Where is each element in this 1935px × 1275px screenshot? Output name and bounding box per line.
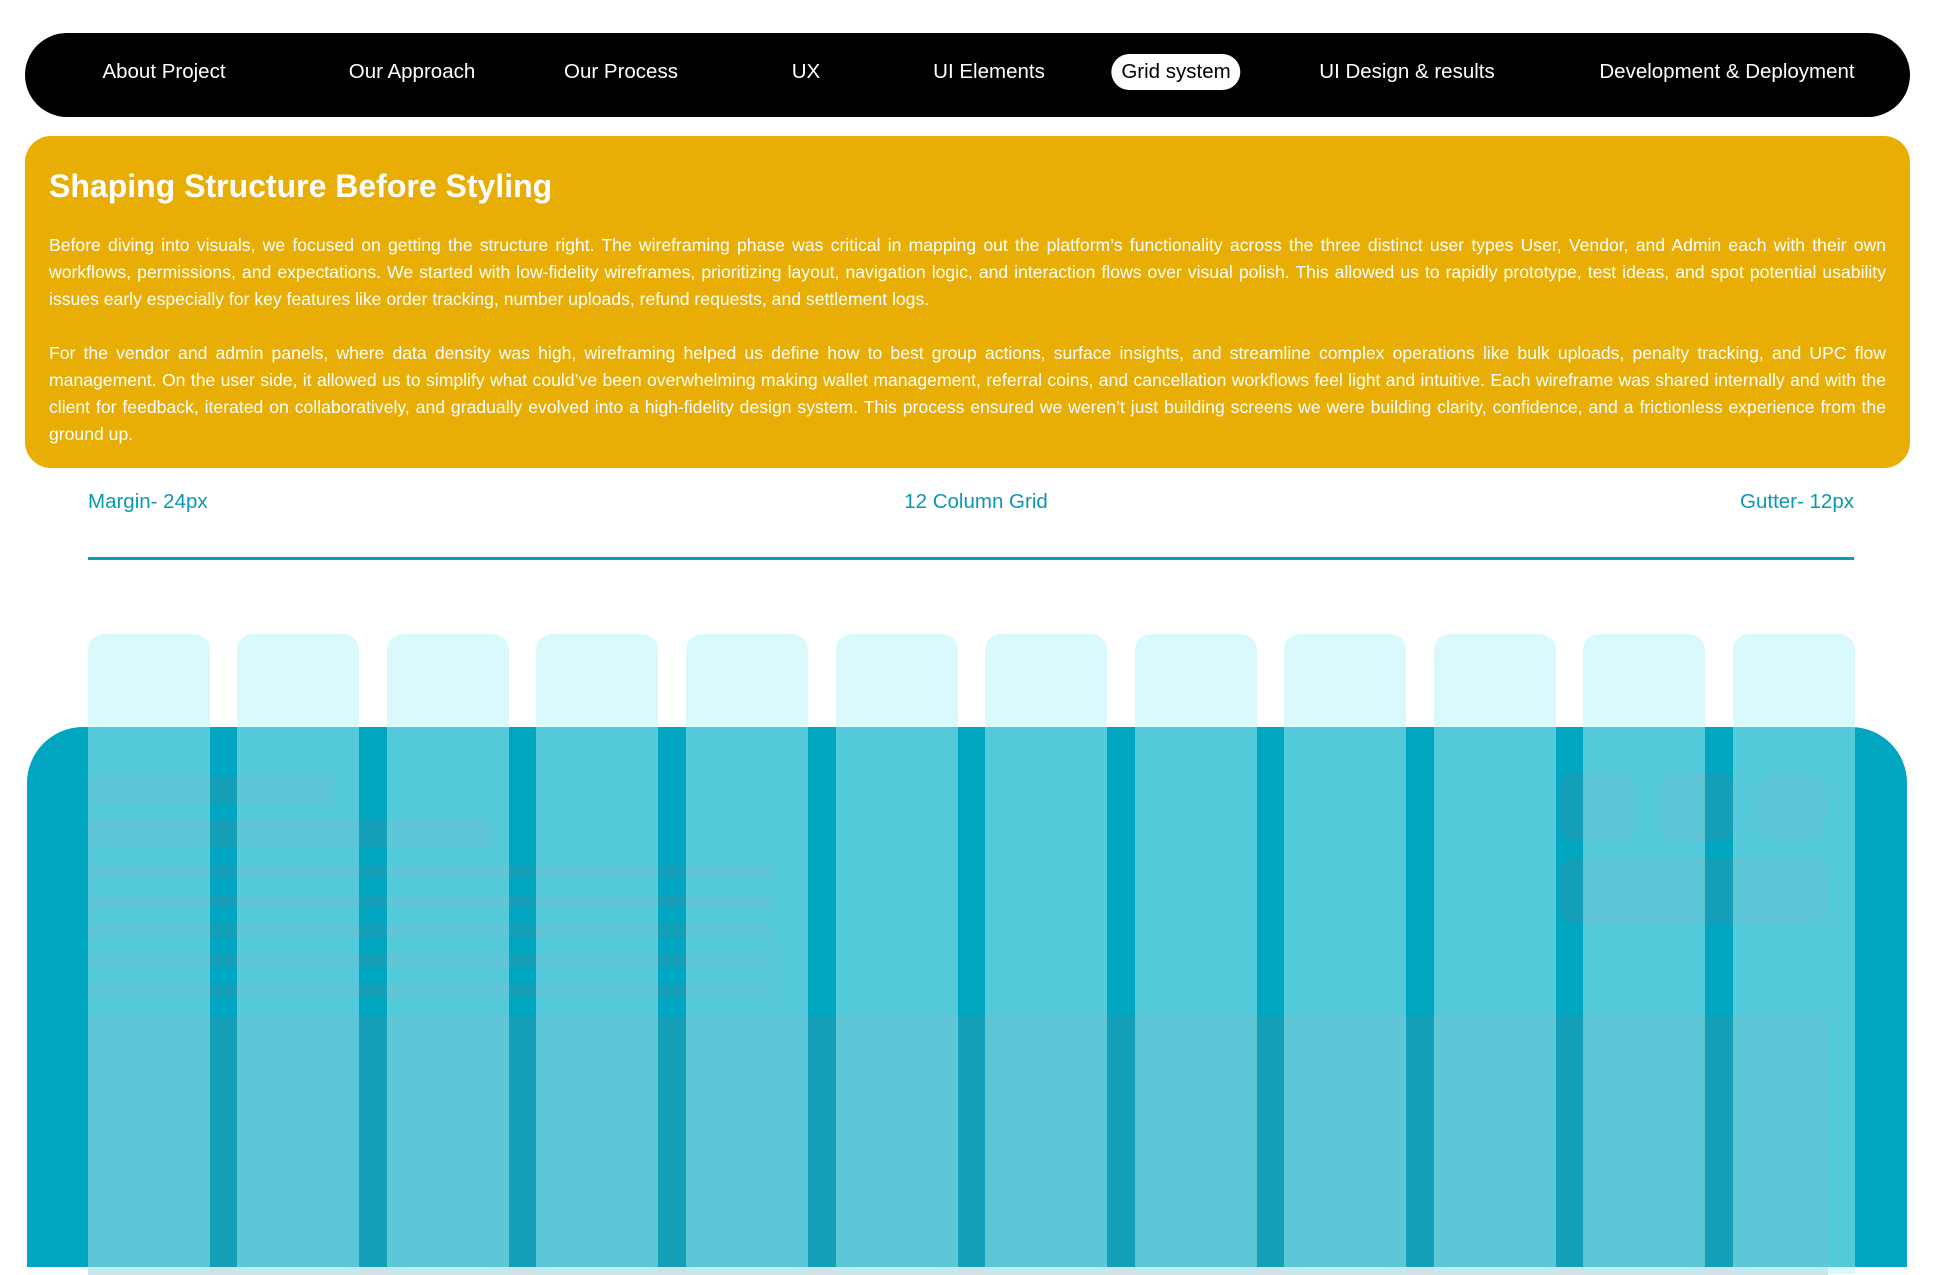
column-grid-label: 12 Column Grid [904, 490, 1048, 513]
grid-divider-line [88, 557, 1854, 560]
nav-ui-elements[interactable]: UI Elements [933, 60, 1045, 83]
grid-column [1135, 634, 1257, 1274]
grid-column [237, 634, 359, 1274]
grid-column [1434, 634, 1556, 1274]
grid-column [686, 634, 808, 1274]
gutter-label: Gutter- 12px [1740, 490, 1854, 513]
grid-column [88, 634, 210, 1274]
section-title: Shaping Structure Before Styling [49, 168, 553, 204]
grid-column [836, 634, 958, 1274]
nav-ux[interactable]: UX [791, 60, 821, 83]
nav-about-project[interactable]: About Project [102, 60, 226, 83]
intro-paragraph-1: Before diving into visuals, we focused on getting the structure right. The wireframing phase was critical in mapping out the platform’s functionality across the three distinct user types User, Vendor, and Admin each with their own workflows, permissions, and expectations. We started with low-fidelity wireframes, prioritizing layout, navigation logic, and interaction flows over visual polish. This allowed us to rapidly prototype, test ideas, and spot potential usability issues early especially for key features like order tracking, number uploads, refund requests, and settlement logs. [49, 235, 1886, 309]
nav-ui-design-results[interactable]: UI Design & results [1319, 60, 1495, 83]
nav-grid-system[interactable]: Grid system [1111, 54, 1240, 90]
nav-development-deployment[interactable]: Development & Deployment [1599, 60, 1855, 83]
margin-label: Margin- 24px [88, 490, 208, 513]
nav-our-process[interactable]: Our Process [564, 60, 678, 83]
intro-paragraph-2: For the vendor and admin panels, where data density was high, wireframing helped us define how to best group actions, surface insights, and streamline complex operations like bulk uploads, penalty tracking, and UPC flow management. On the user side, it allowed us to simplify what could’ve been overwhelming making wallet management, referral coins, and cancellation workflows feel light and intuitive. Each wireframe was shared internally and with the client for feedback, iterated on collaboratively, and gradually evolved into a high-fidelity design system. This process ensured we weren’t just building screens we were building clarity, confidence, and a frictionless experience from the ground up. [49, 343, 1886, 444]
grid-column [985, 634, 1107, 1274]
grid-column [536, 634, 658, 1274]
top-nav [25, 33, 1910, 117]
grid-column [1733, 634, 1855, 1274]
grid-column [387, 634, 509, 1274]
intro-card [25, 136, 1910, 468]
grid-column [1583, 634, 1705, 1274]
grid-column [1284, 634, 1406, 1274]
nav-our-approach[interactable]: Our Approach [348, 60, 476, 83]
